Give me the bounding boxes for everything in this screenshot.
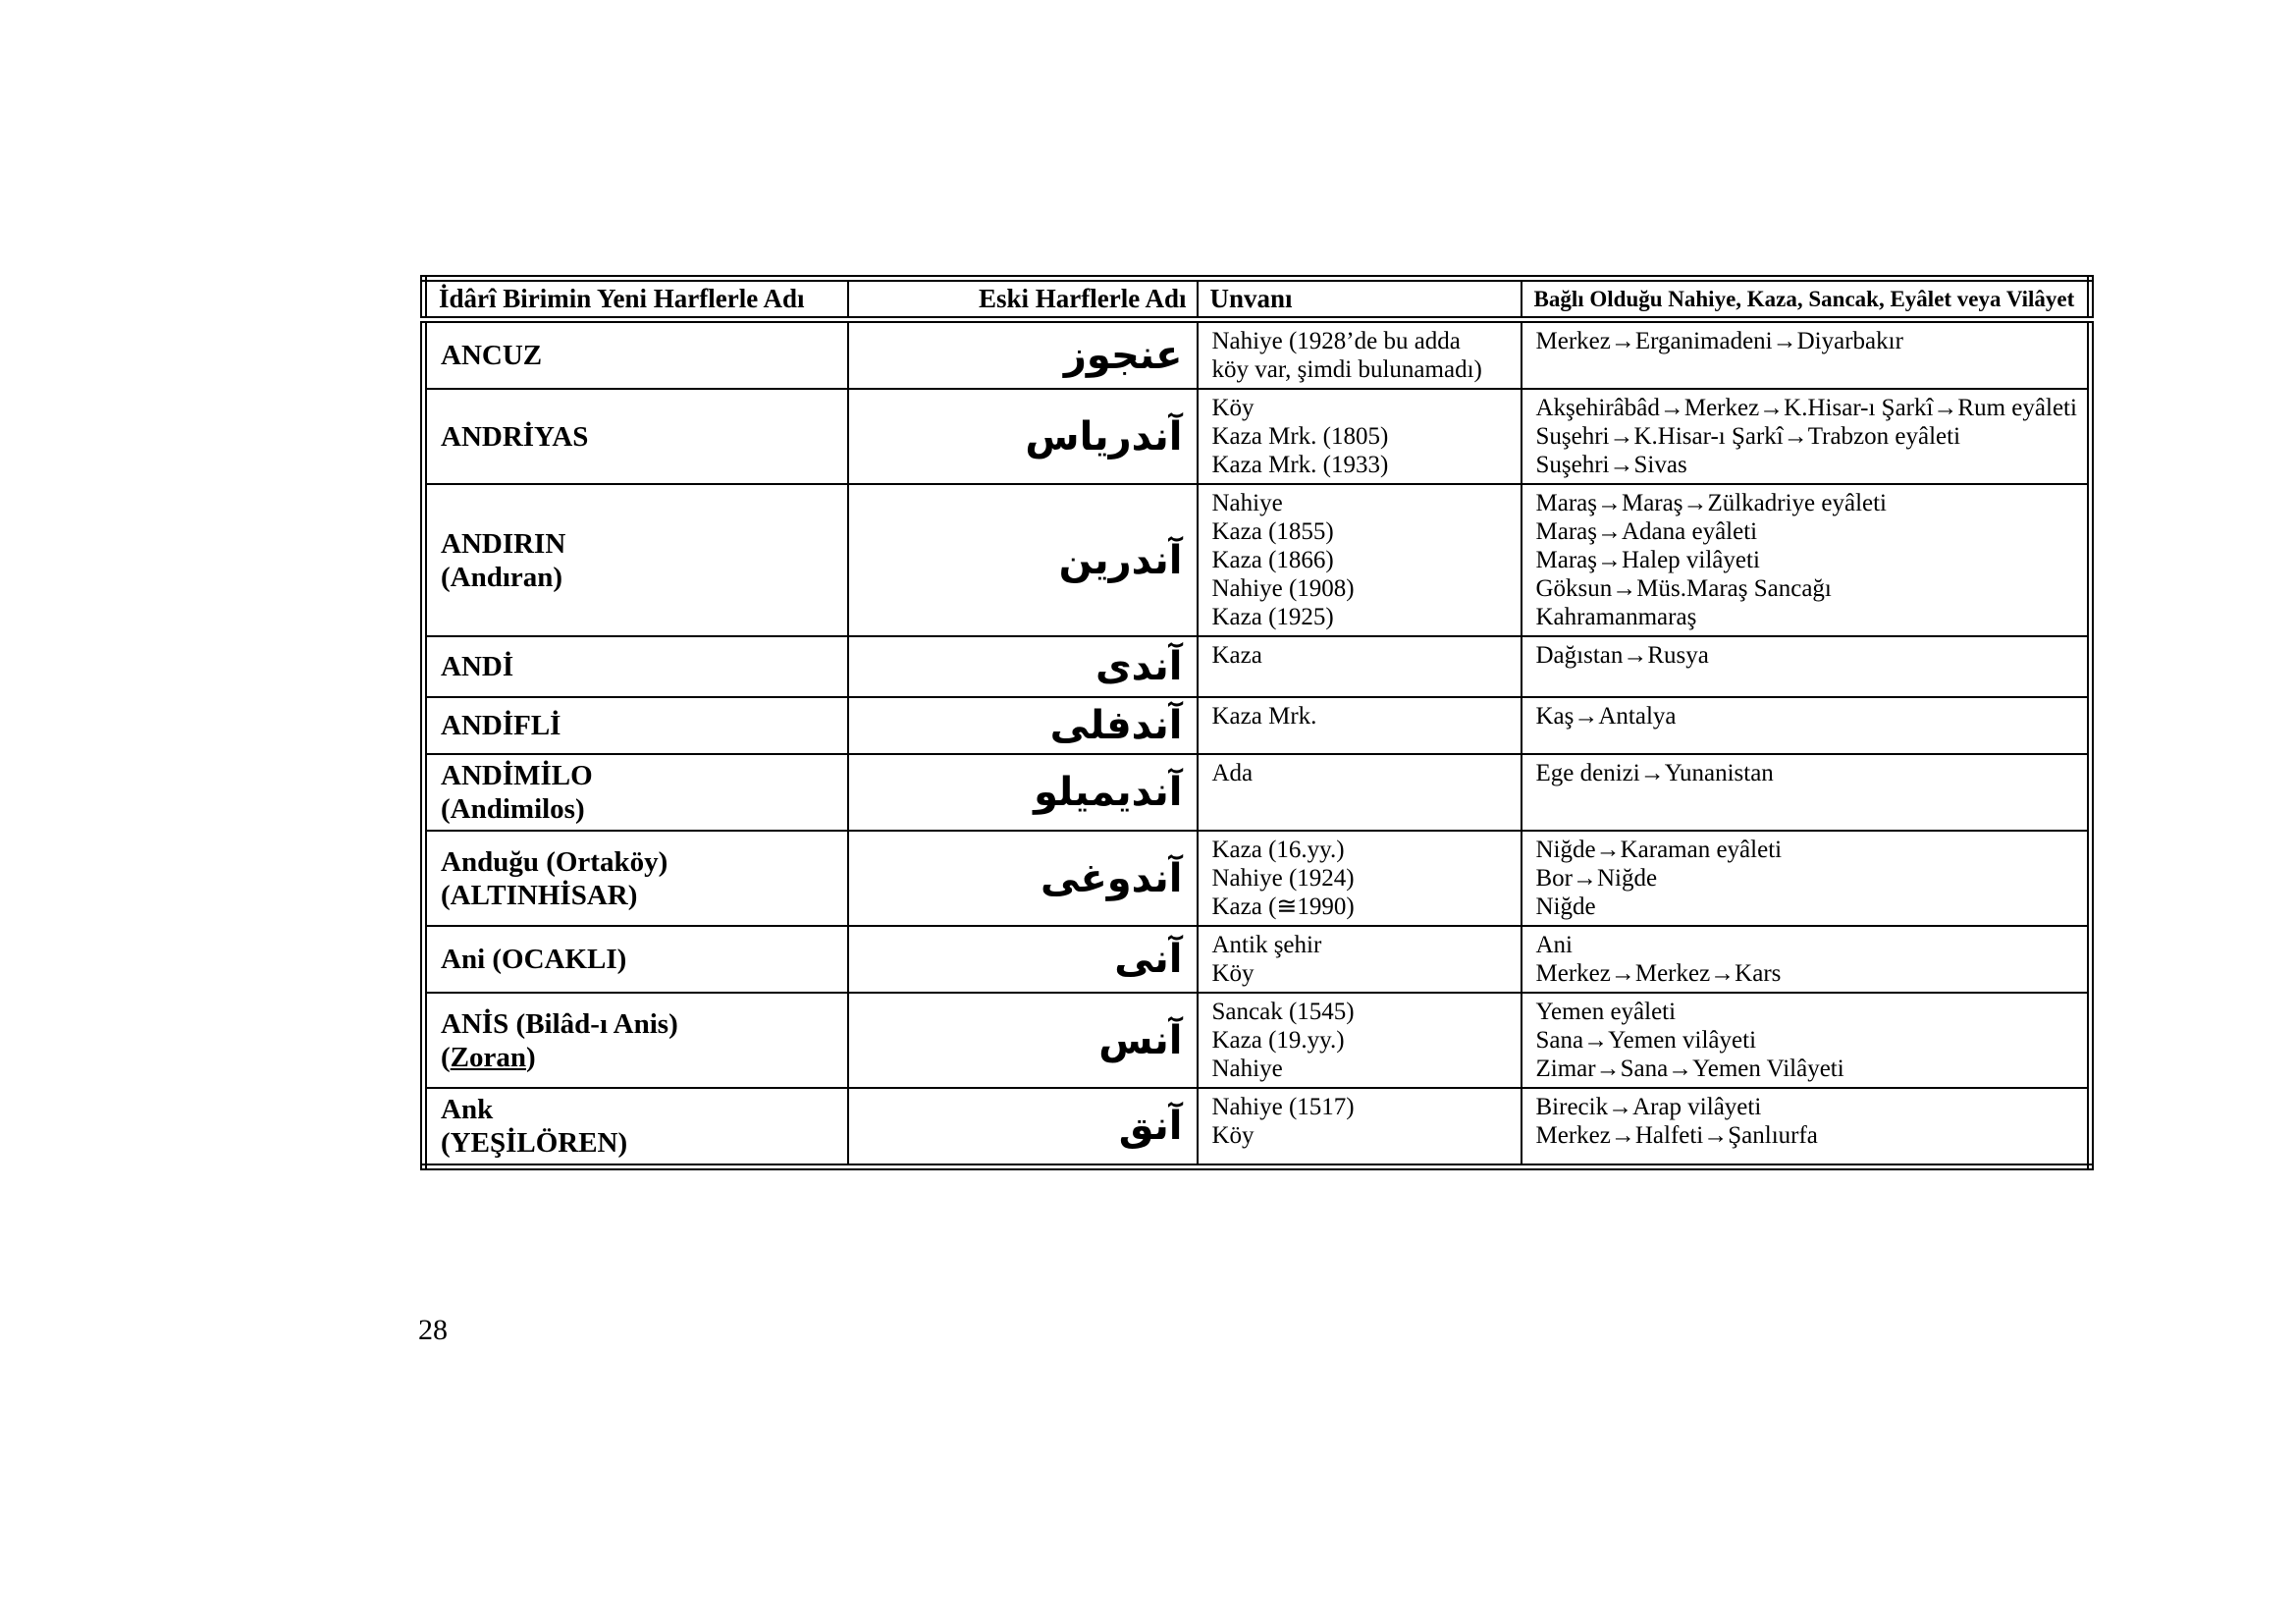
cell-unvan: [1198, 697, 1522, 754]
text-line: Suşehri→Sivas: [1535, 452, 1687, 478]
arabic-name: آنق: [1118, 1104, 1183, 1149]
text-line: Dağıstan→Rusya: [1535, 642, 1709, 669]
text-line: Merkez→Merkez→Kars: [1535, 960, 1782, 987]
cell-new-name: [424, 926, 848, 993]
cell-affiliation: [1522, 926, 2091, 993]
table-row: [424, 636, 2091, 697]
cell-unvan: [1198, 1088, 1522, 1167]
text-line: Maraş→Halep vilâyeti: [1535, 547, 1760, 573]
text-line: Ege denizi→Yunanistan: [1535, 760, 1774, 786]
text-line: ANDİ: [441, 651, 514, 682]
col-header-old-name: Eski Harflerle Adı: [848, 279, 1198, 320]
text-line: Kaza: [1211, 642, 1262, 669]
col-header-unvan: Unvanı: [1198, 279, 1522, 320]
cell-affiliation: [1522, 831, 2091, 926]
cell-affiliation: [1522, 754, 2091, 831]
text-line: Niğde: [1535, 893, 1596, 920]
arabic-name: آندى: [1095, 644, 1183, 689]
text-line: Kaza (1866): [1211, 547, 1334, 573]
text-line: Birecik→Arap vilâyeti: [1535, 1094, 1762, 1120]
text-line: Kaş→Antalya: [1535, 703, 1677, 730]
cell-old-name: [848, 320, 1198, 390]
cell-old-name: [848, 926, 1198, 993]
text-line: Nahiye: [1211, 490, 1283, 516]
text-line: Köy: [1211, 960, 1255, 987]
cell-old-name: [848, 484, 1198, 636]
text-line: Nahiye: [1211, 1056, 1283, 1082]
table-row: [424, 831, 2091, 926]
cell-old-name: [848, 1088, 1198, 1167]
cell-affiliation: [1522, 389, 2091, 484]
cell-new-name: [424, 389, 848, 484]
cell-unvan: [1198, 926, 1522, 993]
text-line: Zimar→Sana→Yemen Vilâyeti: [1535, 1056, 1844, 1082]
arabic-name: آنس: [1098, 1017, 1183, 1063]
text-line: (ALTINHİSAR): [441, 879, 638, 911]
page-number: 28: [418, 1314, 448, 1346]
arabic-name: آنديميلو: [1034, 770, 1183, 815]
text-line: ANDİFLİ: [441, 710, 561, 741]
table-row: [424, 1088, 2091, 1167]
text-line: Kaza (1925): [1211, 604, 1334, 630]
cell-unvan: [1198, 636, 1522, 697]
cell-unvan: [1198, 389, 1522, 484]
col-header-new-name: İdârî Birimin Yeni Harflerle Adı: [424, 279, 848, 320]
text-line: Bor→Niğde: [1535, 865, 1658, 892]
text-line: Kahramanmaraş: [1535, 604, 1697, 630]
cell-new-name: [424, 1088, 848, 1167]
cell-unvan: [1198, 831, 1522, 926]
arabic-name: آندرياس: [1025, 413, 1183, 460]
text-line: Sancak (1545): [1211, 999, 1355, 1025]
cell-affiliation: [1522, 1088, 2091, 1167]
text-line: Ani: [1535, 932, 1573, 958]
cell-new-name: [424, 484, 848, 636]
arabic-name: آندوغى: [1041, 855, 1183, 901]
text-line: Ank: [441, 1094, 494, 1125]
table-row: [424, 389, 2091, 484]
cell-old-name: [848, 754, 1198, 831]
cell-old-name: [848, 697, 1198, 754]
cell-unvan: [1198, 754, 1522, 831]
text-line: Kaza Mrk.: [1211, 703, 1317, 730]
cell-old-name: [848, 831, 1198, 926]
cell-old-name: [848, 389, 1198, 484]
table-row: [424, 697, 2091, 754]
text-line: Maraş→Maraş→Zülkadriye eyâleti: [1535, 490, 1888, 516]
text-line: ANDIRIN: [441, 527, 566, 560]
cell-affiliation: [1522, 320, 2091, 390]
text-line: köy var, şimdi bulunamadı): [1211, 356, 1482, 383]
cell-affiliation: [1522, 636, 2091, 697]
table-row: [424, 754, 2091, 831]
cell-new-name: [424, 697, 848, 754]
table-row: [424, 320, 2091, 390]
cell-affiliation: [1522, 484, 2091, 636]
text-line: Kaza (1855): [1211, 518, 1334, 545]
text-line: Nahiye (1924): [1211, 865, 1355, 892]
text-line: Ani (OCAKLI): [441, 944, 627, 975]
table-row: [424, 993, 2091, 1088]
text-line: Sana→Yemen vilâyeti: [1535, 1027, 1757, 1054]
text-line: Yemen eyâleti: [1535, 999, 1677, 1025]
text-line: ANCUZ: [441, 340, 543, 371]
arabic-name: عنجوز: [1063, 333, 1183, 378]
text-line: Antik şehir: [1211, 932, 1322, 958]
text-line: (YEŞİLÖREN): [441, 1127, 628, 1159]
cell-old-name: [848, 993, 1198, 1088]
text-line: Niğde→Karaman eyâleti: [1535, 837, 1783, 863]
text-line: Akşehirâbâd→Merkez→K.Hisar-ı Şarkî→Rum eyâleti: [1535, 395, 2077, 421]
place-names-table: [420, 275, 2094, 1170]
text-line: Kaza Mrk. (1933): [1211, 452, 1389, 478]
cell-new-name: [424, 754, 848, 831]
arabic-name: آندفلى: [1049, 703, 1183, 748]
col-header-affiliation: Bağlı Olduğu Nahiye, Kaza, Sancak, Eyâlet veya Vilâyet: [1522, 279, 2091, 320]
text-line: Merkez→Erganimadeni→Diyarbakır: [1535, 328, 1903, 354]
text-line: Anduğu (Ortaköy): [441, 845, 668, 878]
text-line: Kaza (19.yy.): [1211, 1027, 1345, 1054]
text-line: Suşehri→K.Hisar-ı Şarkî→Trabzon eyâleti: [1535, 423, 1961, 450]
text-line: Nahiye (1928’de bu adda: [1211, 328, 1461, 354]
cell-old-name: [848, 636, 1198, 697]
table-row: [424, 926, 2091, 993]
text-line: (Andimilos): [441, 793, 585, 825]
cell-new-name: [424, 831, 848, 926]
cell-unvan: [1198, 320, 1522, 390]
cell-affiliation: [1522, 993, 2091, 1088]
text-line: (Zoran): [441, 1041, 536, 1073]
text-line: ANDİMİLO: [441, 760, 593, 791]
text-line: Köy: [1211, 1122, 1255, 1149]
text-line: ANİS (Bilâd-ı Anis): [441, 1007, 678, 1040]
cell-unvan: [1198, 484, 1522, 636]
text-line: (Andıran): [441, 561, 563, 593]
cell-new-name: [424, 636, 848, 697]
text-line: Kaza (16.yy.): [1211, 837, 1345, 863]
cell-new-name: [424, 320, 848, 390]
underlined-text: Zoran: [450, 1041, 527, 1073]
text-line: Kaza (≅1990): [1211, 893, 1355, 920]
text-line: Köy: [1211, 395, 1255, 421]
cell-affiliation: [1522, 697, 2091, 754]
table-row: [424, 484, 2091, 636]
text-line: Merkez→Halfeti→Şanlıurfa: [1535, 1122, 1818, 1149]
text-line: ANDRİYAS: [441, 420, 589, 453]
arabic-name: آنى: [1114, 937, 1183, 982]
cell-unvan: [1198, 993, 1522, 1088]
text-line: Nahiye (1517): [1211, 1094, 1355, 1120]
text-line: Maraş→Adana eyâleti: [1535, 518, 1758, 545]
cell-new-name: [424, 993, 848, 1088]
header-row: [424, 279, 2091, 320]
text-line: Nahiye (1908): [1211, 575, 1355, 602]
text-line: Göksun→Müs.Maraş Sancağı: [1535, 575, 1832, 602]
text-line: Ada: [1211, 760, 1254, 786]
arabic-name: آندرين: [1058, 537, 1183, 583]
text-line: Kaza Mrk. (1805): [1211, 423, 1389, 450]
